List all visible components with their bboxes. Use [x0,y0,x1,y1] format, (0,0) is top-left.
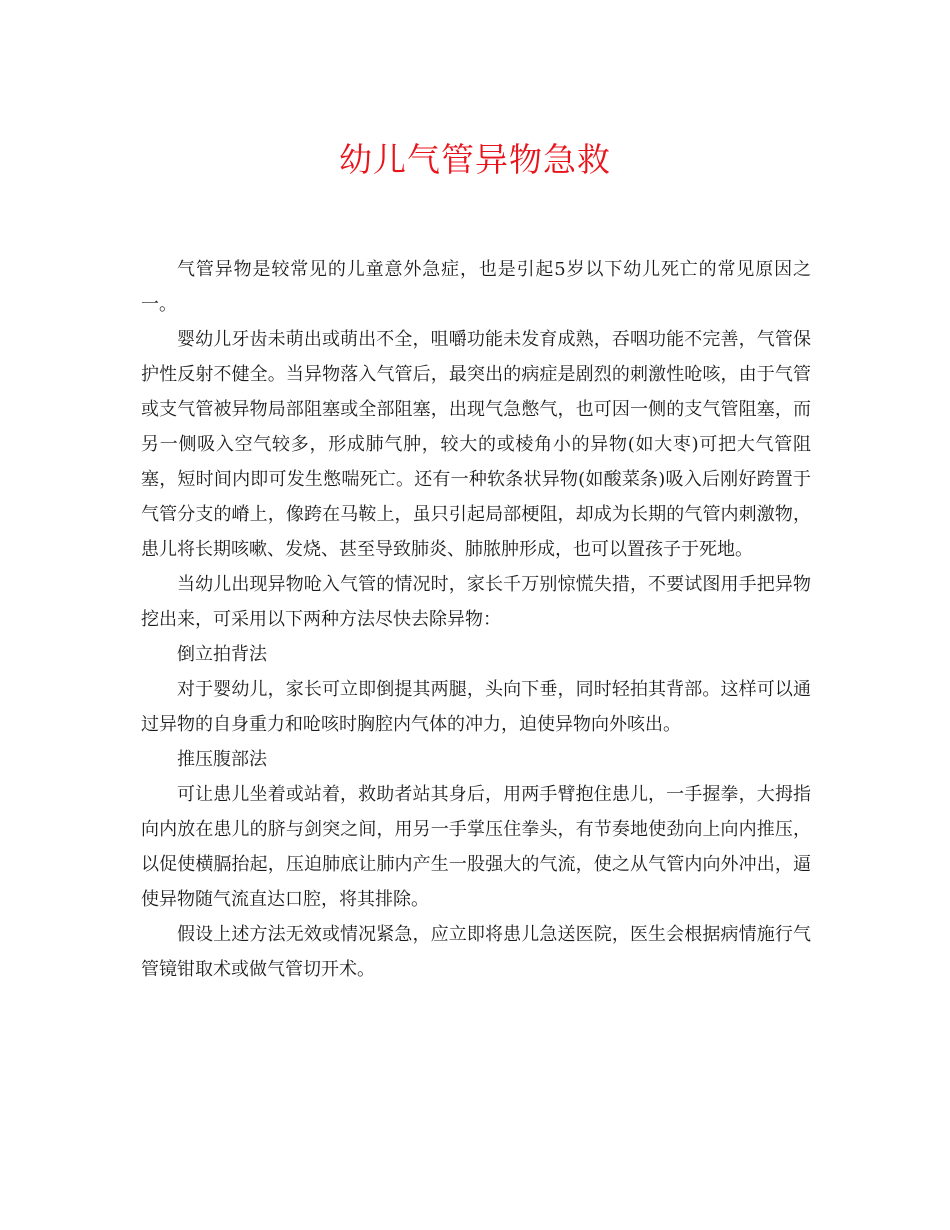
method-heading-abdominal-thrust: 推压腹部法 [177,749,267,770]
paragraph-hospital: 假设上述方法无效或情况紧急，应立即将患儿急送医院，医生会根据病情施行气管镜钳取术或做气管切开术。 [141,924,811,980]
paragraph-symptoms: 婴幼儿牙齿未萌出或萌出不全，咀嚼功能未发育成熟，吞咽功能不完善，气管保护性反射不健全。当异物落入气管后，最突出的病症是剧烈的刺激性呛咳，由于气管或支气管被异物局部阻塞或全部阻塞，出现气急憋气，也可因一侧的支气管阻塞，而另一侧吸入空气较多，形成肺气肿，较大的或棱角小的异物(如大枣)可把大气管阻塞，短时间内即可发生憋喘死亡。还有一种软条状异物(如酸菜条)吸入后刚好跨置于气管分支的嵴上，像跨在马鞍上，虽只引起局部梗阻，却成为长期的气管内刺激物，患儿将长期咳嗽、发烧、甚至导致肺炎、肺脓肿形成，也可以置孩子于死地。 [141,329,811,560]
document-body [141,252,811,987]
paragraph-back-pat: 对于婴幼儿，家长可立即倒提其两腿，头向下垂，同时轻拍其背部。这样可以通过异物的自身重力和呛咳时胸腔内气体的冲力，迫使异物向外咳出。 [141,679,811,735]
paragraph-methods-intro: 当幼儿出现异物呛入气管的情况时，家长千万别惊慌失措，不要试图用手把异物挖出来，可采用以下两种方法尽快去除异物： [141,574,811,630]
method-heading-back-pat: 倒立拍背法 [177,644,267,665]
paragraph-abdominal-thrust: 可让患儿坐着或站着，救助者站其身后，用两手臂抱住患儿，一手握拳，大拇指向内放在患儿的脐与剑突之间，用另一手掌压住拳头，有节奏地使劲向上向内推压，以促使横膈抬起，压迫肺底让肺内产生一股强大的气流，使之从气管内向外冲出，逼使异物随气流直达口腔，将其排除。 [141,784,811,910]
paragraph-intro: 气管异物是较常见的儿童意外急症，也是引起5岁以下幼儿死亡的常见原因之一。 [141,259,811,315]
document-title: 幼儿气管异物急救 [339,140,611,179]
